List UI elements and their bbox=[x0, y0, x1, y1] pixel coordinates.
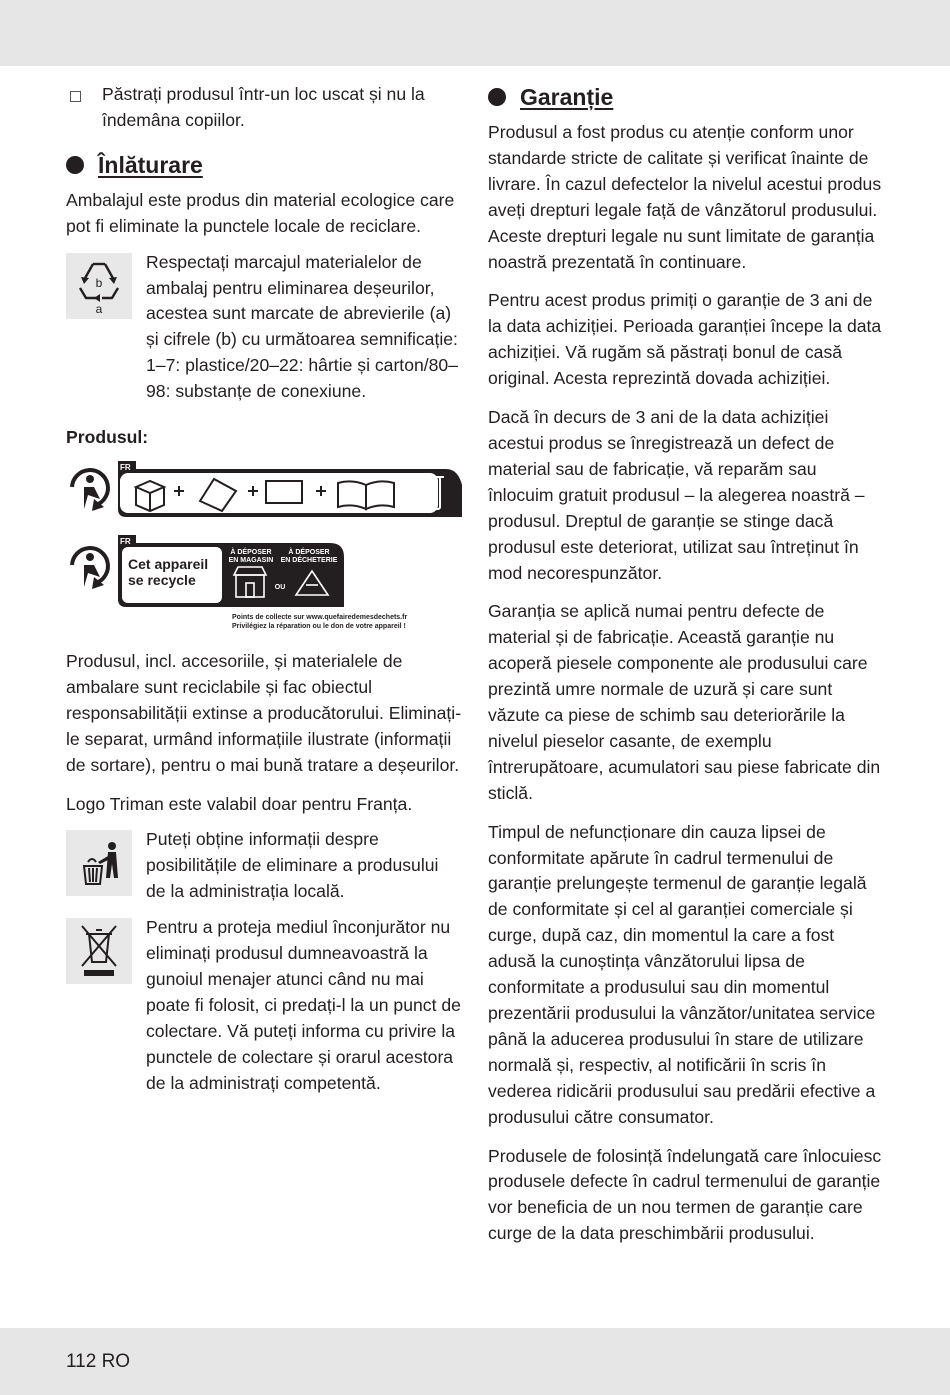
triman2-headline-2: se recycle bbox=[128, 571, 196, 588]
triman2-country: FR bbox=[120, 536, 131, 546]
warranty-paragraph-3: Dacă în decurs de 3 ani de la data achiziției acestui produs se înregistrează un defect de material sau de fabricație, vă reparăm sau înlocuim gratuit produsul – la alegerea noastră – produsul. Dreptul de garanție se stinge dacă produsul este deteriorat, utilizat sau întreținut în mod necorespunzător. bbox=[488, 407, 865, 583]
weee-row bbox=[66, 915, 462, 1096]
checkbox-bullet-icon bbox=[70, 91, 81, 102]
triman2-center-2: EN DÉCHETERIE bbox=[280, 556, 338, 564]
triman2-or: OU bbox=[274, 583, 286, 591]
triman-person-icon-2 bbox=[72, 548, 108, 589]
triman-appliance-icon bbox=[66, 535, 462, 631]
storage-bullet bbox=[66, 82, 462, 134]
triman2-store-2: EN MAGASIN bbox=[228, 556, 274, 564]
triman2-center-1: À DÉPOSER bbox=[288, 548, 330, 556]
footer-band bbox=[0, 1328, 950, 1395]
warranty-paragraph-5: Timpul de nefuncționare din cauza lipsei de conformitate apărute în cadrul termenului de garanție prelungește termenul de garanție legală de conformitate și cel al garanției comerciale și curge, după caz, din momentul la care a fost adusă la cunoștința vânzătorului lipsa de conformitate a produsului sau din momentul prezentării produsului la vânzător/unitatea service până la aducerea produsului în stare de utilizare normală și, respectiv, al notificării în scris în vederea ridicării produsului sau predării efective a produsului către consumator. bbox=[488, 821, 876, 1127]
warranty-paragraph-6: Produsele de folosință îndelungată care înlocuiesc produsele defecte în cadrul termenului de garanție vor beneficia de un nou termen de garanție care curge de la data preschimbării produsului. bbox=[488, 1145, 882, 1244]
warranty-paragraph-1: Produsul a fost produs cu atenție conform unor standarde stricte de calitate și verificat înainte de livrare. În cazul defectelor la nivelul acestui produs aveți drepturi legale față de vânzătorul produsului. Aceste drepturi legale nu sunt limitate de garanția noastră prezentată în continuare. bbox=[488, 122, 882, 272]
triman2-store-1: À DÉPOSER bbox=[230, 548, 272, 556]
left-column bbox=[66, 82, 462, 1096]
product-label: Produsul: bbox=[66, 427, 149, 448]
disposal-heading bbox=[66, 150, 462, 180]
triman2-footer-2: Privilégiez la réparation ou le don de votre appareil ! bbox=[232, 622, 406, 630]
recycle-code-text: Respectați marcajul materialelor de ambalaj pentru eliminarea deșeurilor, acestea sunt marcate de abrevierile (a) și cifrele (b) cu următoarea semnificație: 1–7: plastice/20–22: hârtie și carton/80–98: substanțe de conexiune. bbox=[146, 251, 459, 402]
triman-person-icon bbox=[72, 470, 108, 511]
bullet-dot-icon bbox=[488, 88, 506, 106]
right-column bbox=[488, 82, 883, 1247]
disposal-intro: Ambalajul este produs din material ecologice care pot fi eliminate la punctele locale de reciclare. bbox=[66, 189, 455, 236]
warranty-paragraph-4: Garanția se aplică numai pentru defecte de material și de fabricație. Această garanție nu acoperă piesele componente ale produsului care prezintă umre normale de uzură și care sunt văzute ca piese de schimb sau deteriorările la nivelul pieselor casante, de exemplu întrerupătoare, acumulatori sau piese fabricate din sticlă. bbox=[488, 601, 881, 803]
recycle-code-row bbox=[66, 250, 462, 405]
recycle-label-a: a bbox=[95, 301, 103, 316]
triman-text: Logo Triman este valabil doar pentru Franța. bbox=[66, 793, 413, 814]
header-band bbox=[0, 0, 950, 66]
triman1-country: FR bbox=[120, 462, 131, 472]
local-admin-text: Puteți obține informații despre posibilitățile de eliminare a produsului de la administrația locală. bbox=[146, 829, 439, 902]
triman-packaging-icon bbox=[66, 461, 462, 525]
recycling-code-icon bbox=[66, 253, 132, 319]
warranty-heading bbox=[488, 82, 883, 112]
recycle-label-b: b bbox=[95, 275, 103, 290]
page-number: 112 RO bbox=[66, 1351, 131, 1372]
local-admin-row bbox=[66, 827, 462, 905]
bullet-dot-icon bbox=[66, 156, 84, 174]
warranty-paragraph-2: Pentru acest produs primiți o garanție de 3 ani de la data achiziției. Perioada garanției începe la data achiziției. Vă rugăm să păstrați bonul de casă original. Acesta reprezintă dovada achiziției. bbox=[488, 290, 882, 389]
storage-text: Păstrați produsul într-un loc uscat și nu la îndemâna copiilor. bbox=[102, 84, 425, 130]
weee-text: Pentru a proteja mediul înconjurător nu eliminați produsul dumneavoastră la gunoiul menajer atunci când nu mai poate fi folosit, ci predați-l la un punct de colectare. Vă puteți informa cu privire la punctele de colectare și orarul acestora de la administrați competentă. bbox=[146, 917, 461, 1093]
crossed-bin-icon bbox=[66, 918, 132, 984]
triman2-headline-1: Cet appareil bbox=[128, 555, 209, 572]
person-bin-icon bbox=[66, 830, 132, 896]
triman2-footer-1: Points de collecte sur www.quefairedemesdechets.fr bbox=[232, 613, 408, 621]
recyclable-text: Produsul, incl. accesoriile, și materialele de ambalare sunt reciclabile și fac obiectul responsabilității extinse a producătorului. Eliminați-le separat, urmând informațiile ilustrate (informații de sortare), pentru o mai bună tratare a deșeurilor. bbox=[66, 650, 462, 775]
disposal-title: Înlăturare bbox=[98, 151, 203, 178]
warranty-title: Garanție bbox=[520, 84, 614, 110]
